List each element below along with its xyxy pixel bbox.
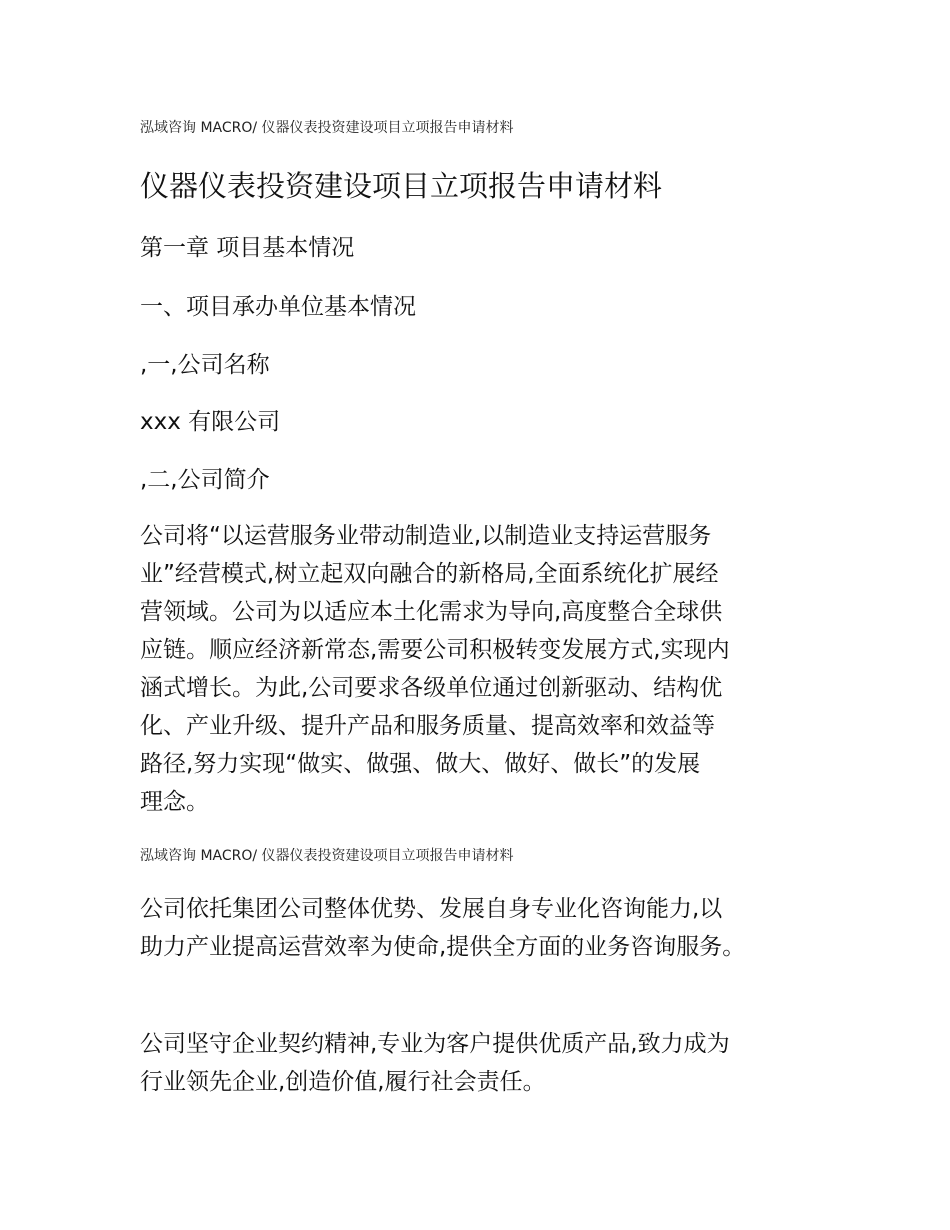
company-mission-paragraph — [140, 890, 820, 966]
section-heading: 一、项目承办单位基本情况 — [140, 294, 416, 320]
paragraph-line: 业”经营模式,树立起双向融合的新格局,全面系统化扩展经 — [140, 561, 719, 587]
paragraph-line: 行业领先企业,创造价值,履行社会责任。 — [140, 1069, 546, 1095]
company-name: xxx 有限公司 — [140, 409, 281, 435]
paragraph-line: 应链。顺应经济新常态,需要公司积极转变发展方式,实现内 — [140, 637, 730, 663]
paragraph-line: 涵式增长。为此,公司要求各级单位通过创新驱动、结构优 — [140, 675, 723, 701]
document-title: 仪器仪表投资建设项目立项报告申请材料 — [140, 169, 663, 203]
company-values-paragraph — [140, 1025, 820, 1101]
chapter-heading: 第一章 项目基本情况 — [140, 235, 355, 261]
paragraph-line: 路径,努力实现“做实、做强、做大、做好、做长”的发展 — [140, 751, 701, 777]
paragraph-line: 公司依托集团公司整体优势、发展自身专业化咨询能力,以 — [140, 896, 723, 922]
paragraph-line: 化、产业升级、提升产品和服务质量、提高效率和效益等 — [140, 713, 715, 739]
company-profile-paragraph — [140, 517, 820, 821]
subsection-heading-company-profile: ,二,公司简介 — [140, 467, 270, 493]
running-header: 泓域咨询 MACRO/ 仪器仪表投资建设项目立项报告申请材料 — [140, 848, 514, 864]
paragraph-line: 理念。 — [140, 789, 209, 815]
subsection-heading-company-name: ,一,公司名称 — [140, 352, 270, 378]
paragraph-line: 助力产业提高运营效率为使命,提供全方面的业务咨询服务。 — [140, 934, 746, 960]
running-header: 泓域咨询 MACRO/ 仪器仪表投资建设项目立项报告申请材料 — [140, 120, 514, 136]
paragraph-line: 营领域。公司为以适应本土化需求为导向,高度整合全球供 — [140, 599, 723, 625]
paragraph-line: 公司将“以运营服务业带动制造业,以制造业支持运营服务 — [140, 523, 712, 549]
paragraph-line: 公司坚守企业契约精神,专业为客户提供优质产品,致力成为 — [140, 1031, 730, 1057]
